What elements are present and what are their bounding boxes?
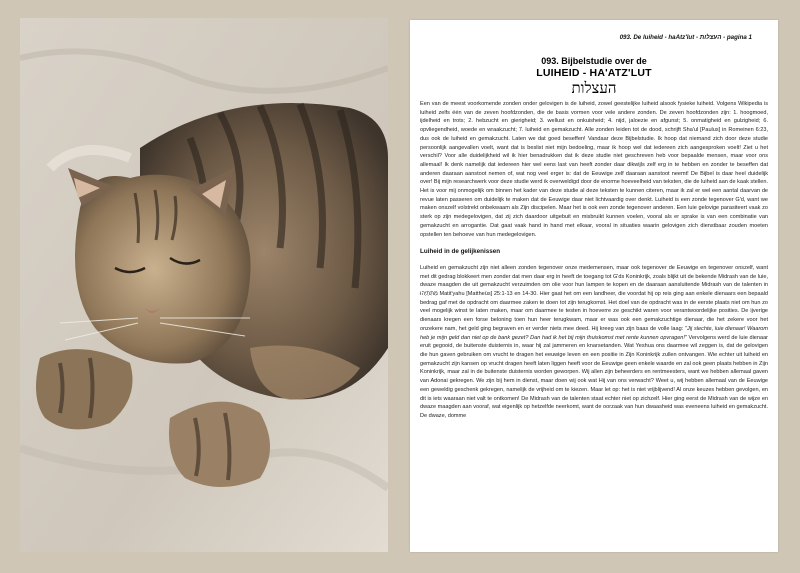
title-block — [410, 56, 778, 97]
paragraph-2 — [420, 264, 768, 421]
body-text — [420, 100, 768, 421]
cat-photo — [20, 18, 388, 552]
section-subheading: Luiheid in de gelijkenissen — [420, 248, 501, 256]
document-page — [410, 20, 778, 552]
paragraph-1: Een van de meest voorkomende zonden onder gelovigen is de luiheid, zowel geestelijke luiheid alsook fysieke luiheid. Volgens Wikipedia is luiheid zelfs één van de zeven hoofdzonden, die de basis vormen voor vele andere zonden. De zeven hoofdzonden zijn: 1. hoogmoed, ijdelheid en trots; 2. hebzucht en gierigheid; 3. wellust en onkuisheid; 4. nijd, jaloezie en afgunst; 5. onmatigheid en gulzigheid; 6. opvliegendheid, woede en wraakzucht; 7. luiheid en gemakzucht. Alle zonden leiden tot de dood, schrijft Sha'ul [Paulus] in Romeinen 6:23, dus ook de luiheid en gemakzucht. Laten we dat goed beseffen! Vandaar deze Bijbelstudie. Ik hoop dat niemand zich door deze studie persoonlijk aangevallen voelt, want dat is beslist niet mijn bedoeling, maar ik hoop wel dat iedereen zich aangesproken voelt! Ziet u het verschil? Voor alle duidelijkheid wil ik hier benadrukken dat ik deze studie niet geschreven heb voor bepaalde mensen, maar voor ons allemaal! Ik denk namelijk dat iedereen hier wel eens last van heeft zonder daar dikwijls zelf erg in te hebben en zonder te beseffen dat anderen daaraan aanstoot nemen of, wat nog veel erger is: dat de Eeuwige zelf daaraan aanstoot neemt! De Bijbel is daar heel duidelijk over! Bij mijn researchwerk voor deze studie werd ik overweldigd door de enorme hoeveelheid van teksten, die de luiheid aan de kaak stellen. Het is voor mij onmogelijk om binnen het kader van deze studie al deze teksten te kunnen citeren, maar ik zal er wel een aantal daarvan de revue laten passeren om duidelijk te maken dat de Eeuwige daar niet lichtvaardig over denkt. Luiheid is een zonde tegenover G'd, want we maken onszelf volstrekt onbekwaam als Zijn discipelen. Maar het is ook een zonde tegenover anderen. Een luie gelovige parasiteert vaak zo sterk op zijn medegelovigen, dat zij zich daardoor uitgebuit en misbruikt kunnen voelen, vooral als er sprake is van een combinatie van gemakzucht en arrogantie. Dat gaat vaak hand in hand met elkaar, vooral in situaties waarin gelovigen zich dienstbaar zouden moeten opstellen ten behoeve van hun medegelovigen. — [420, 101, 768, 238]
paragraph-2-part-2: Vervolgens werd de luie dienaar eruit gegooid, de buitenste duisternis in, waar hij zal jammeren en knarsetanden. Wat Yeshua ons daarmee wil zeggen is, dat de gelovigen die hun gaven gebruiken om vrucht te dragen het eeuwige leven en een positie in Zijn Koninkrijk zullen ontvangen. Wie echter uit luiheid en gemakzucht zijn kansen op vrucht dragen heeft laten liggen heeft voor de Eeuwige geen enkele waarde en zal ook geen plaats hebben in Zijn Koninkrijk, maar zal in de buitenste duisternis worden geworpen. Wij allen zijn beheerders en rentmeesters, want we hebben allemaal gaven van Adonai gekregen. We zijn bij hem in dienst, maar doen wij ook wat Hij van ons verwacht? Weet u, wij hebben allemaal van de Eeuwige een geweldig geschenk gekregen, namelijk de vrijheid om te kiezen. Maar let op: het is niet vrijblijvend! Al onze keuzes hebben gevolgen, en dit is iets waaraan niet valt te ontkomen! De Midrash van de talenten staat echter niet op zichzelf. Hier ging eerst de Midrash van de wijze en dwaze maagden aan vooraf, wat eigenlijk op hetzelfde neerkomt, want de oorzaak van hun dwaasheid was eveneens luiheid en gemakzucht. De dwaze, domme — [420, 334, 768, 419]
sleeping-cat-image — [20, 18, 388, 552]
title-hebrew: העצלות — [571, 79, 617, 97]
title-line-2: LUIHEID - HA'ATZ'LUT — [536, 67, 652, 79]
paragraph-2-part-1: Luiheid en gemakzucht zijn niet alleen zonden tegenover onze medemensen, maar ook tegenover de Eeuwige en tegenover onszelf, want met dit gedrag blokkeert men zonder dat men daar erg in heeft de toegang tot G'ds Koninkrijk, zoals blijkt uit de bekende Midrash van de luie, dwaze maagden die uit gemakzucht verzuimden om olie voor hun lampen te kopen en de daaraan aansluitende Midrash van de talenten in מַתִּתְיָהוּ Matit'yahu [Mattheüs] 25:1-13 en 14-30. Hier gaat het om een landheer, die voordat hij op reis ging aan enkele dienaars een bepaald bedrag gaf met de opdracht om daarmee zaken te doen tot zijn terugkomst. Het doel van de opdracht was in de eerste plaats niet om hun zo veel mogelijk winst te laten maken, maar om daarmee te testen in hoeverre ze geschikt waren voor verantwoordelijke posities. De ijverige dienaars kregen een forse beloning toen hun heer terugkwam, maar er was ook een gemakzuchtige dienaar, die het zekere voor het onzekere nam, het geld ging begraven en er verder niets mee deed. Hij kreeg van zijn baas de volle laag: — [420, 264, 768, 332]
running-header: 093. De luiheid - haAtz'lut - העצלות - pagina 1 — [619, 34, 752, 41]
paragraph-2-quote: "Jij slechte, luie dienaar! Waarom heb je mijn geld dan niet op de bank gezet? Dan had ik het bij mijn thuiskomst met rente kunnen opvragen!" — [420, 325, 768, 341]
title-line-1: 093. Bijbelstudie over de — [541, 56, 647, 66]
